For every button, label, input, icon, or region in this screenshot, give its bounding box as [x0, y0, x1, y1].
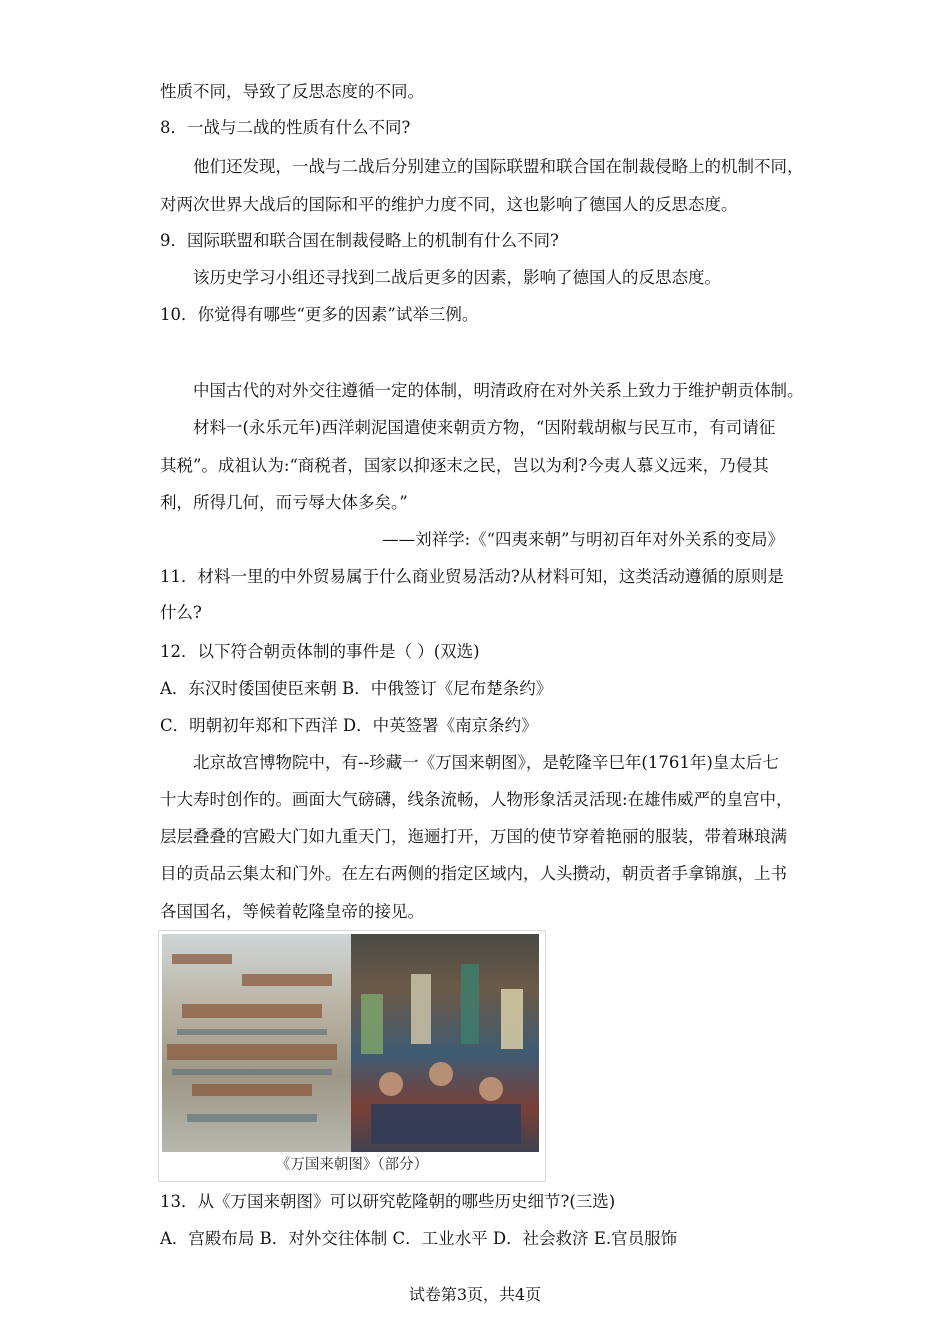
line: 十大寿时创作的。画面大气磅礴，线条流畅，人物形象活灵活现:在雄伟威严的皇宫中，	[160, 790, 793, 809]
figure-caption: 《万国来朝图》（部分）	[275, 1157, 429, 1173]
question-11: 11．材料一里的中外贸易属于什么商业贸易活动?从材料可知，这类活动遵循的原则是	[160, 567, 784, 586]
question-8: 8．一战与二战的性质有什么不同?	[160, 118, 411, 137]
painting-figure	[158, 930, 546, 1182]
page-footer: 试卷第3页，共4页	[408, 1285, 542, 1304]
line: 其税”。成祖认为:“商税者，国家以抑逐末之民，岂以为利?今夷人慕义远来，乃侵其	[160, 456, 769, 475]
line: 他们还发现，一战与二战后分别建立的国际联盟和联合国在制裁侵略上的机制不同，	[193, 157, 804, 176]
question-12: 12．以下符合朝贡体制的事件是（ ）(双选)	[160, 642, 480, 661]
option-line: A．东汉时倭国使臣来朝 B．中俄签订《尼布楚条约》	[160, 679, 553, 698]
question-10: 10．你觉得有哪些“更多的因素”试举三例。	[160, 305, 479, 324]
line: 目的贡品云集太和门外。在左右两侧的指定区域内，人头攒动，朝贡者手拿锦旗，上书	[160, 864, 787, 883]
option-line: C．明朝初年郑和下西洋 D．中英签署《南京条约》	[160, 716, 538, 735]
envoys-painting-image	[351, 934, 539, 1152]
question-9: 9．国际联盟和联合国在制裁侵略上的机制有什么不同?	[160, 231, 559, 250]
line: 利，所得几何，而亏辱大体多矣。”	[160, 493, 408, 512]
palace-painting-image	[162, 934, 351, 1152]
line: 该历史学习小组还寻找到二战后更多的因素，影响了德国人的反思态度。	[193, 268, 721, 287]
line: 各国国名，等候着乾隆皇帝的接见。	[160, 902, 424, 921]
line: 什么?	[160, 603, 202, 622]
line: 对两次世界大战后的国际和平的维护力度不同，这也影响了德国人的反思态度。	[160, 195, 738, 214]
option-line: A．宫殿布局 B．对外交往体制 C．工业水平 D．社会救济 E.官员服饰	[160, 1229, 678, 1248]
line: 中国古代的对外交往遵循一定的体制，明清政府在对外关系上致力于维护朝贡体制。	[193, 381, 804, 400]
source-citation: ——刘祥学:《“四夷来朝”与明初百年对外关系的变局》	[382, 530, 784, 549]
line: 材料一(永乐元年)西洋刺泥国遣使来朝贡方物，“因附载胡椒与民互市，有司请征	[193, 418, 776, 437]
line: 北京故宫博物院中，有--珍藏一《万国来朝图》，是乾隆辛巳年(1761年)皇太后七	[193, 753, 779, 772]
line: 层层叠叠的宫殿大门如九重天门，迤逦打开，万国的使节穿着艳丽的服装，带着琳琅满	[160, 827, 787, 846]
line: 性质不同，导致了反思态度的不同。	[160, 82, 424, 101]
question-13: 13．从《万国来朝图》可以研究乾隆朝的哪些历史细节?(三选)	[160, 1192, 616, 1211]
